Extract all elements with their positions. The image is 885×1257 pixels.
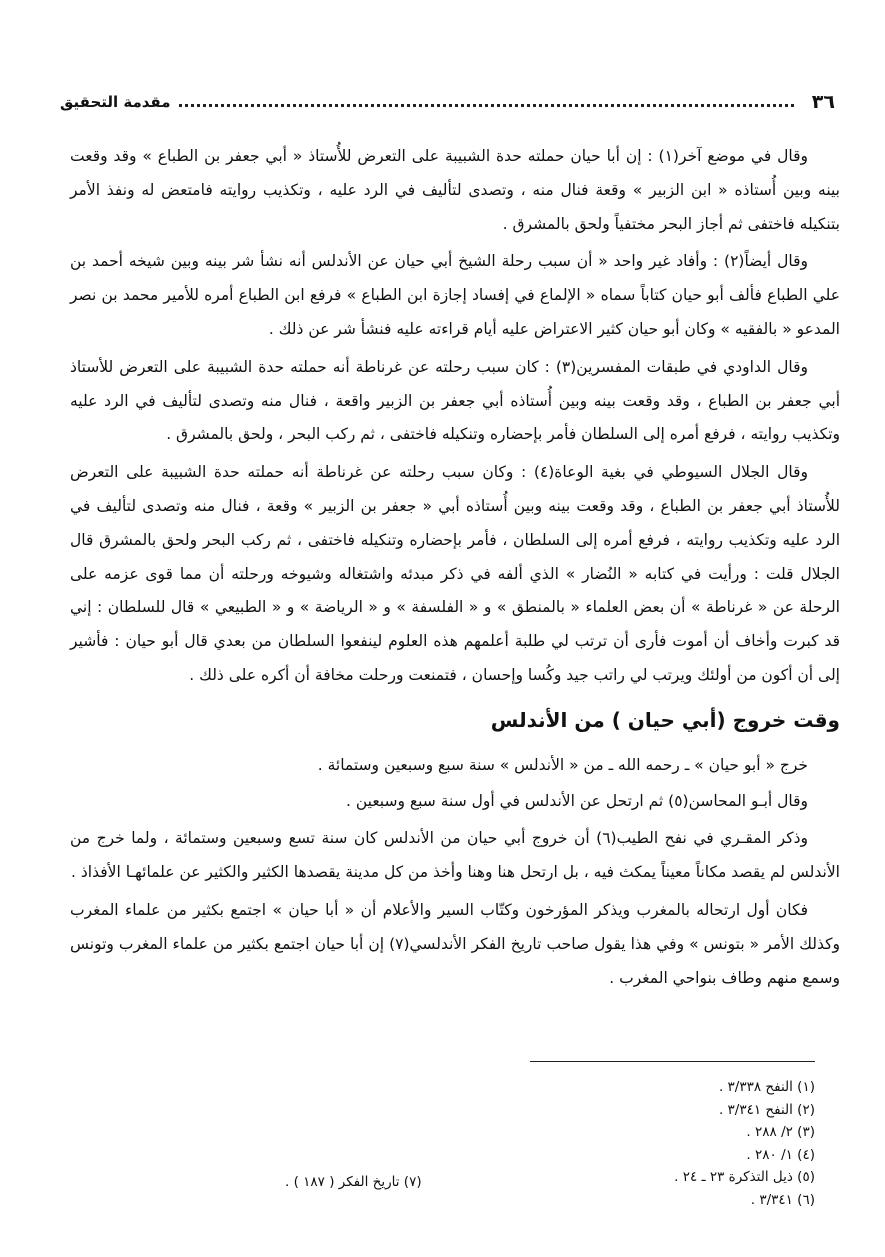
page-number: ٣٦ [811,91,835,113]
header-dot-leader [179,104,794,107]
footnote: (٤) ١/ ٢٨٠ . [746,1146,815,1163]
footnote: (٣) ٢/ ٢٨٨ . [746,1124,815,1140]
footnote-7: (٧) تاريخ الفكر ( ١٨٧ ) . [285,1174,422,1190]
paragraph: وقال الجلال السيوطي في بغية الوعاة(٤) : وكان سبب رحلته عن غرناطة أنه حملته حدة الشبيبة على التعرض للأُستاذ أبي جعفر بن الطباع ، وقد وقعت بينه وبين أُستاذه أبي « جعفر بن الزبير » وقعة ، فنال منه وتصدى لتأليف في الرد عليه وتكذيب روايته ، فرفع أمره إلى السلطان ، فأمر بإحضاره وتنكيله فاختفى ، ثم ركب البحر ولحق بالمشرق قال الجلال قلت : ورأيت في كتابه « النُضار » الذي ألفه في ذكر مبدئه واشتغاله وشيوخه ورحلته أن مما قوى عزمه على الرحلة عن « غرناطة » أن بعض العلماء « بالمنطق » و « الفلسفة » و « الرياضة » و « الطبيعي » قال للسلطان : إني قد كبرت وأخاف أن أموت فأرى أن ترتب لي طلبة أعلمهم هذه العلوم لينفعوا السلطان من بعدي قال أبو حيان : فأشير إلى أن أكون من أولئك ويرتب لي راتب جيد وكُسا وإحسان ، فتمنعت ورحلت مخافة أن أكره على ذلك . [70,463,840,684]
running-header [60,88,835,116]
paragraph: وذكر المقـري في نفح الطيب(٦) أن خروج أبي حيان من الأندلس كان سنة تسع وسبعين وستمائة ، ولما خرج من الأندلس لم يقصد مكاناً معيناً يمكث فيه ، بل ارتحل هنا وهنا وأخذ من كل مدينة يقصدها الكثير والكثير عن علمائهـا الأفذاذ . [70,829,840,882]
paragraph: وقال الداودي في طبقات المفسرين(٣) : كان سبب رحلته عن غرناطة أنه حملته حدة الشبيبة على التعرض للأستاذ أبي جعفر بن الطباع ، وقد وقعت بينه وبين أُستاذه أبي جعفر بن الزبير واقعة ، فنال منه وتصدى لتأليف في الرد عليه وتكذيب روايته ، فرفع أمره إلى السلطان فأمر بإحضاره وتنكيله فاختفى ، ثم ركب البحر ، ولحق بالمشرق . [70,357,840,444]
paragraph: فكان أول ارتحاله بالمغرب ويذكر المؤرخون وكتّاب السير والأعلام أن « أبا حيان » اجتمع بكثير من علماء المغرب وكذلك الأمر « بتونس » وفي هذا يقول صاحب تاريخ الفكر الأندلسي(٧) إن أبا حيان اجتمع بكثير من علماء المغرب وتونس وسمع منهم وطاف بنواحي المغرب . [70,900,840,987]
footnote: (١) النفح ٣/٣٣٨ . [718,1079,815,1095]
paragraph: وقال في موضع آخر(١) : إن أبا حيان حملته حدة الشبيبة على التعرض للأُستاذ « أبي جعفر بن الطباع » وقد وقعت بينه وبين أُستاذه « ابن الزبير » وقعة فنال منه ، وتصدى لتأليف في الرد عليه ، وتكذيب روايته فامتعض له ونفذ الأمر بتنكيله فاختفى ثم أجاز البحر مختفياً ولحق بالمشرق . [70,147,840,233]
footnote: (٥) ذيل التذكرة ٢٣ ـ ٢٤ . [674,1169,815,1185]
footnotes [395,1076,815,1211]
footnote: (٦) ٣/٣٤١ . [750,1191,815,1208]
footnote-separator [530,1061,815,1062]
section-heading: وقت خروج (أبي حيان ) من الأندلس [490,707,840,732]
footnote: (٢) النفح ٣/٣٤١ . [718,1101,815,1118]
paragraph: وقال أبـو المحاسن(٥) ثم ارتحل عن الأندلس في أول سنة سبع وسبعين . [345,791,808,810]
main-text [70,140,840,999]
paragraph: وقال أيضاً(٢) : وأفاد غير واحد « أن سبب رحلة الشيخ أبي حيان عن الأندلس أنه نشأ شر بينه وبين شيخه أحمد بن علي الطباع فألف أبو حيان كتاباً سماه « الإلماع في إفساد إجازة ابن الطباع » فرفع ابن الطباع أمره للأمير محمد بن نصر المدعو « بالفقيه » وكان أبو حيان كثير الاعتراض عليه أيام قراءته عليه فنشأ شر عن ذلك . [70,252,840,338]
paragraph: خرج « أبو حيان » ـ رحمه الله ـ من « الأندلس » سنة سبع وسبعين وستمائة . [317,755,808,774]
header-title: مقدمة التحقيق [60,93,171,111]
